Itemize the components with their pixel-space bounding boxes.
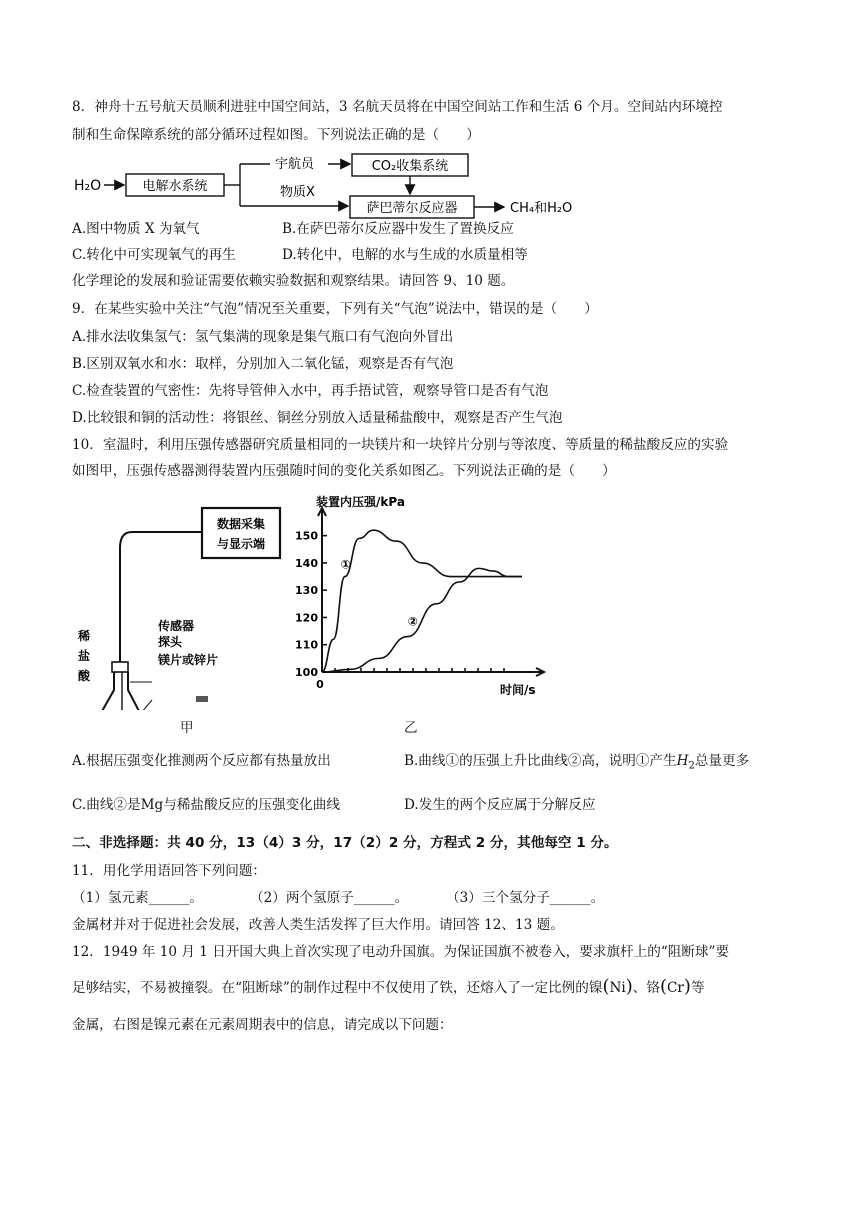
svg-text:探头: 探头: [158, 635, 183, 649]
q10-option-b: B.曲线①的压强上升比曲线②高，说明①产生$H_2$总量更多: [404, 753, 750, 772]
q10-option-d: D.发生的两个反应属于分解反应: [404, 797, 596, 813]
q9-option-a: A.排水法收集氢气：氢气集满的现象是集气瓶口有气泡向外冒出: [72, 329, 454, 345]
q10-option-a: A.根据压强变化推测两个反应都有热量放出: [72, 753, 331, 769]
q10-option-c: C.曲线②是Mg与稀盐酸反应的压强变化曲线: [72, 797, 340, 813]
caption-yi: 乙: [404, 720, 418, 736]
chart-x-tick-label: 0: [316, 678, 324, 691]
q10-stem-line1: 10．室温时，利用压强传感器研究质量相同的一块镁片和一块锌片分别与等浓度、等质量的稀盐酸反应的实验: [72, 437, 729, 453]
q9-option-c: C.检查装置的气密性：先将导管伸入水中，再手捂试管，观察导管口是否有气泡: [72, 383, 549, 399]
h2o-input-label: H₂O: [74, 178, 102, 194]
svg-text:稀: 稀: [78, 629, 91, 643]
astronaut-label: 宇航员: [275, 157, 315, 172]
svg-text:萨巴蒂尔反应器: 萨巴蒂尔反应器: [366, 201, 458, 216]
q8-option-d: D.转化中，电解的水与生成的水质量相等: [282, 247, 528, 263]
chart-y-tick-label: 100: [295, 666, 318, 679]
q11-part1: （1）氢元素______。: [72, 890, 203, 906]
q11-part2: （2）两个氢原子______。: [250, 890, 409, 906]
chart-y-tick-label: 150: [295, 529, 318, 543]
caption-jia: 甲: [180, 720, 194, 736]
ch4-h2o-output-label: CH₄和H₂O: [510, 201, 573, 216]
svg-text:数据采集: 数据采集: [216, 517, 266, 531]
chart-y-label: 装置内压强/kPa: [316, 495, 405, 509]
svg-text:盐: 盐: [78, 649, 91, 663]
svg-text:传感器: 传感器: [158, 619, 195, 633]
chart-y-tick-label: 130: [295, 584, 318, 598]
intro-12-13: 金属材并对于促进社会发展，改善人类生活发挥了巨大作用。请回答 12、13 题。: [72, 917, 564, 933]
section-2-heading: 二、非选择题：共 40 分，13（4）3 分，17（2）2 分，方程式 2 分，其他每空 1 分。: [72, 835, 618, 851]
q8-cycle-diagram: [70, 152, 610, 220]
chart-series-label-1: ①: [340, 557, 351, 572]
q11-part3: （3）三个氢分子______。: [446, 890, 605, 906]
apparatus-figure: [72, 490, 292, 710]
pressure-time-chart: [292, 492, 552, 702]
q8-option-a: A.图中物质 X 为氧气: [72, 221, 200, 237]
q9-option-b: B.区别双氧水和水：取样，分别加入二氧化锰，观察是否有气泡: [72, 356, 454, 372]
chart-y-tick-label: 120: [295, 611, 318, 625]
chart-y-tick-label: 140: [295, 556, 318, 570]
q9-option-d: D.比较银和铜的活动性：将银丝、铜丝分别放入适量稀盐酸中，观察是否产生气泡: [72, 410, 563, 426]
q11-stem: 11．用化学用语回答下列问题：: [72, 863, 267, 879]
q9-stem: 9．在某些实验中关注“气泡”情况至关重要，下列有关“气泡”说法中，错误的是（ ）: [72, 301, 598, 317]
intro-9-10: 化学理论的发展和验证需要依赖实验数据和观察结果。请回答 9、10 题。: [72, 273, 515, 289]
chart-series-label-2: ②: [407, 614, 418, 629]
svg-text:CO₂收集系统: CO₂收集系统: [371, 159, 449, 174]
svg-text:酸: 酸: [78, 669, 91, 683]
svg-text:镁片或锌片: 镁片或锌片: [158, 653, 219, 667]
q8-option-b: B.在萨巴蒂尔反应器中发生了置换反应: [282, 221, 514, 237]
chart-series-line-1: [322, 530, 522, 672]
q12-line1: 12．1949 年 10 月 1 日开国大典上首次实现了电动升国旗。为保证国旗不被卷入，要求旗杆上的“阻断球”要: [72, 944, 730, 960]
q8-stem-line1: 8．神舟十五号航天员顺利进驻中国空间站，3 名航天员将在中国空间站工作和生活 6 个月。空间站内环境控: [72, 99, 723, 115]
chart-y-tick-label: 110: [295, 638, 318, 652]
q8-stem-line2: 制和生命保障系统的部分循环过程如图。下列说法正确的是（ ）: [72, 127, 480, 143]
conical-flask: [88, 672, 152, 710]
q8-option-c: C.转化中可实现氧气的再生: [72, 247, 236, 263]
svg-text:电解水系统: 电解水系统: [142, 179, 208, 194]
substance-x-label: 物质X: [280, 185, 315, 200]
chart-series-line-2: [322, 568, 522, 672]
chart-x-label: 时间/s: [500, 683, 536, 697]
q10-stem-line2: 如图甲，压强传感器测得装置内压强随时间的变化关系如图乙。下列说法正确的是（ ）: [72, 463, 616, 479]
q12-line2: 足够结实，不易被撞裂。在“阻断球”的制作过程中不仅使用了铁，还熔入了一定比例的镍(Ni)、铬(Cr)等: [72, 976, 705, 997]
q12-line3: 金属，右图是镍元素在元素周期表中的信息，请完成以下问题：: [72, 1017, 453, 1033]
svg-text:与显示端: 与显示端: [216, 537, 266, 551]
